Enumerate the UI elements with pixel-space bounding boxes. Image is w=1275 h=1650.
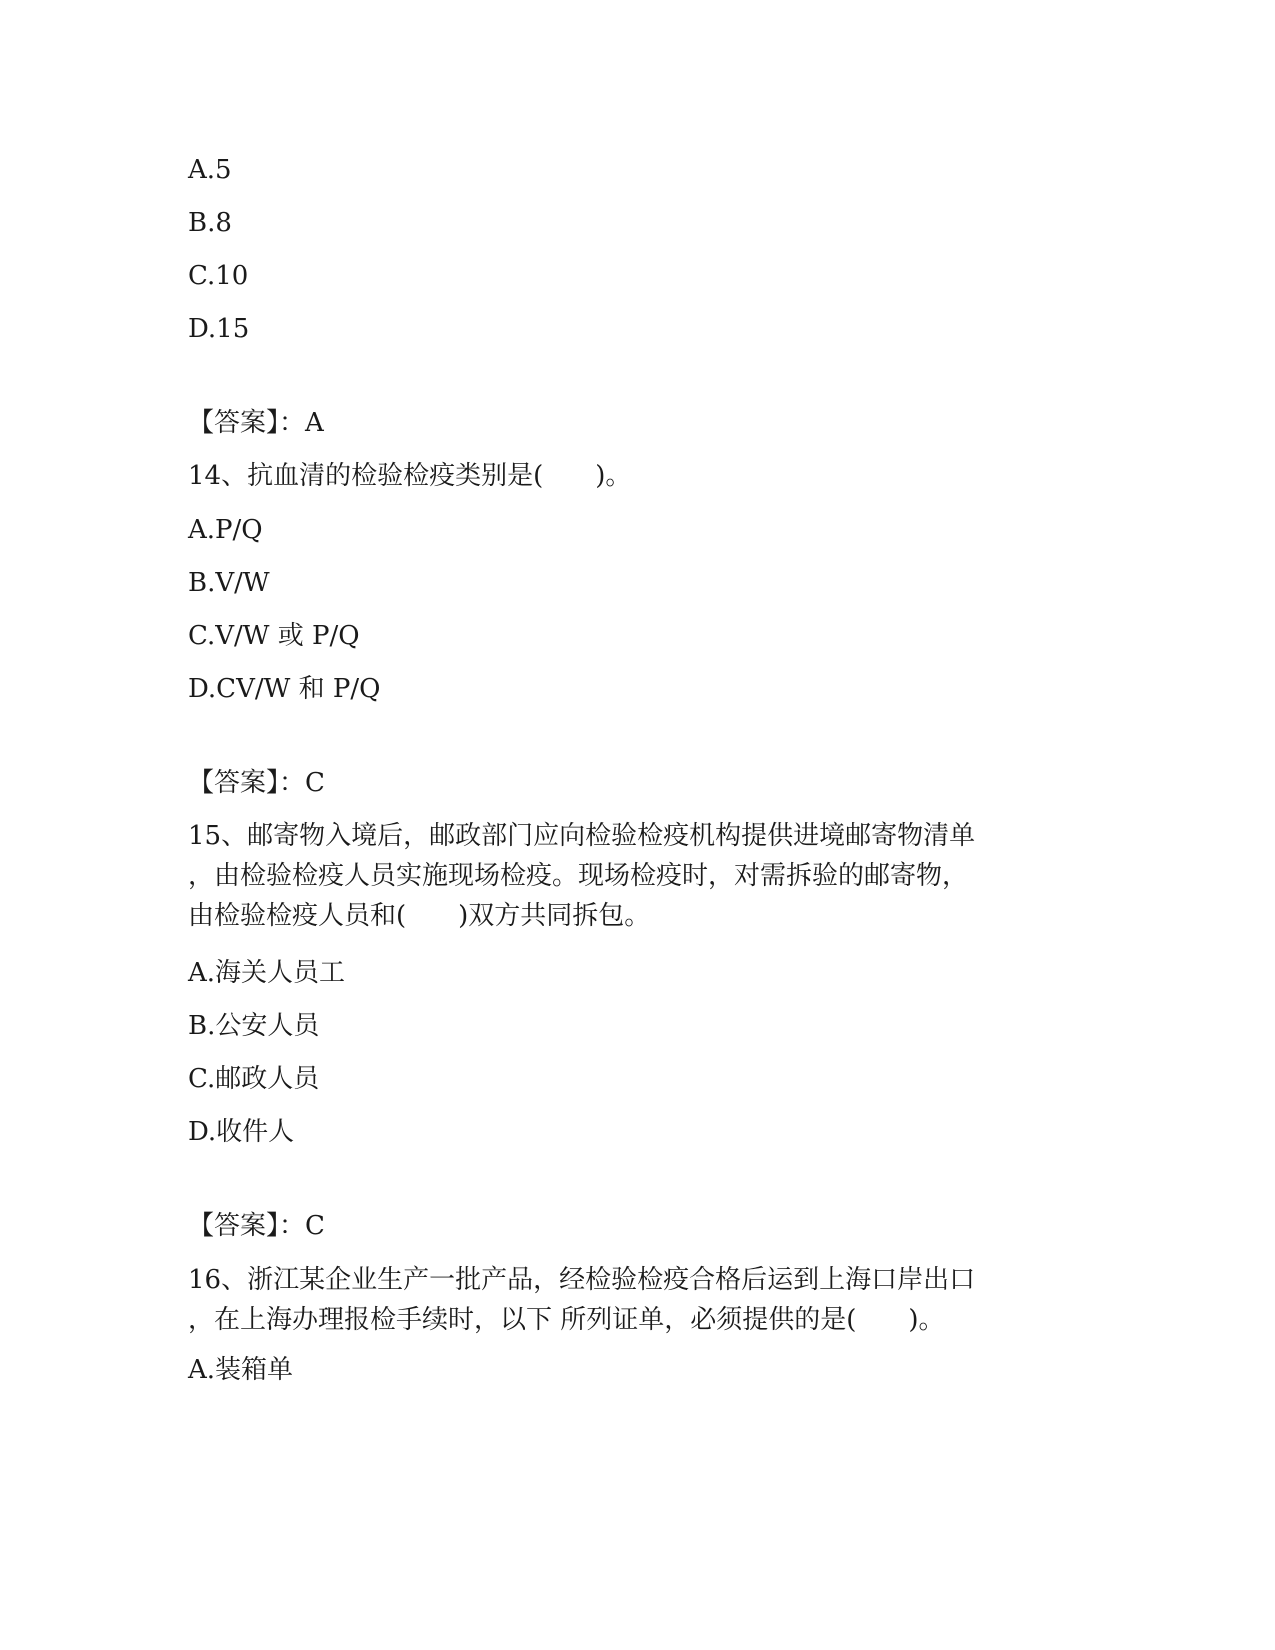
q14-option-d: D.CV/W 和 P/Q — [188, 674, 381, 704]
q16-stem-line-1: 16、浙江某企业生产一批产品，经检验检疫合格后运到上海口岸出口 — [188, 1265, 976, 1295]
q15-answer: 【答案】：C — [188, 1211, 325, 1241]
q16-stem-line-2: ，在上海办理报检手续时，以下 所列证单，必须提供的是( )。 — [188, 1305, 945, 1335]
q15-stem-line-1: 15、邮寄物入境后，邮政部门应向检验检疫机构提供进境邮寄物清单 — [188, 821, 976, 851]
q15-option-c: C.邮政人员 — [188, 1064, 320, 1094]
q13-option-a: A.5 — [188, 155, 232, 185]
q15-option-b: B.公安人员 — [188, 1011, 320, 1041]
q16-option-a: A.装箱单 — [188, 1355, 294, 1385]
q14-option-c: C.V/W 或 P/Q — [188, 621, 360, 651]
q14-option-b: B.V/W — [188, 568, 270, 598]
q15-option-a: A.海关人员工 — [188, 958, 346, 988]
q15-stem-line-3: 由检验检疫人员和( )双方共同拆包。 — [188, 901, 651, 931]
q13-option-d: D.15 — [188, 314, 250, 344]
q13-option-b: B.8 — [188, 208, 232, 238]
q13-option-c: C.10 — [188, 261, 249, 291]
q15-stem-line-2: ，由检验检疫人员实施现场检疫。现场检疫时，对需拆验的邮寄物， — [188, 861, 969, 891]
q14-option-a: A.P/Q — [188, 515, 263, 545]
q13-answer: 【答案】：A — [188, 408, 324, 438]
q14-stem: 14、抗血清的检验检疫类别是( )。 — [188, 461, 632, 491]
q14-answer: 【答案】：C — [188, 768, 325, 798]
q15-option-d: D.收件人 — [188, 1117, 295, 1147]
